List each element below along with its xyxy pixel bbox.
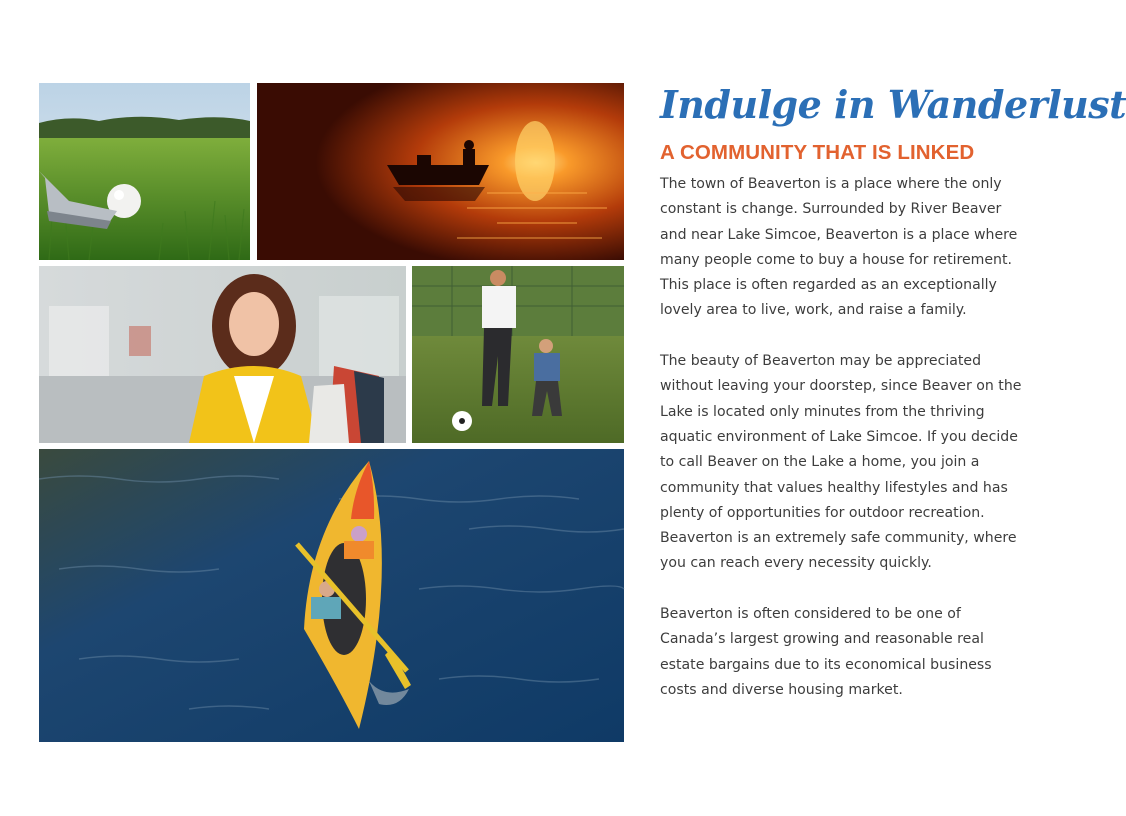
paragraph-2: The beauty of Beaverton may be appreciated without leaving your doorstep, since Beaver on the Lake is located only minutes from the thriving aquatic environment of Lake Simcoe. If you decide to call Beaver on the Lake a home, you join a community that values healthy lifestyles and has plenty of opportunities for outdoor recreation. Beaverton is an extremely safe community, where you can reach every necessity quickly.: [660, 353, 1022, 572]
paragraph-3: Beaverton is often considered to be one of Canada’s largest growing and reasonable real estate bargains due to its economical business costs and diverse housing market.: [660, 606, 992, 698]
section-subtitle: A COMMUNITY THAT IS LINKED: [660, 141, 975, 164]
golf-ball-photo: [39, 83, 250, 260]
script-title: Indulge in Wanderlust: [660, 82, 1126, 127]
body-text: [660, 172, 1026, 703]
paragraph-1: The town of Beaverton is a place where the only constant is change. Surrounded by River Beaver and near Lake Simcoe, Beaverton is a place where many people come to buy a house for retirement. This place is often regarded as an exceptionally lovely area to live, work, and raise a family.: [660, 176, 1018, 319]
father-son-soccer-photo: [412, 266, 624, 443]
shopping-woman-photo: [39, 266, 406, 443]
text-column: [660, 78, 1126, 703]
sunset-boat-photo: [257, 83, 624, 260]
kayak-lake-photo: [39, 449, 624, 742]
